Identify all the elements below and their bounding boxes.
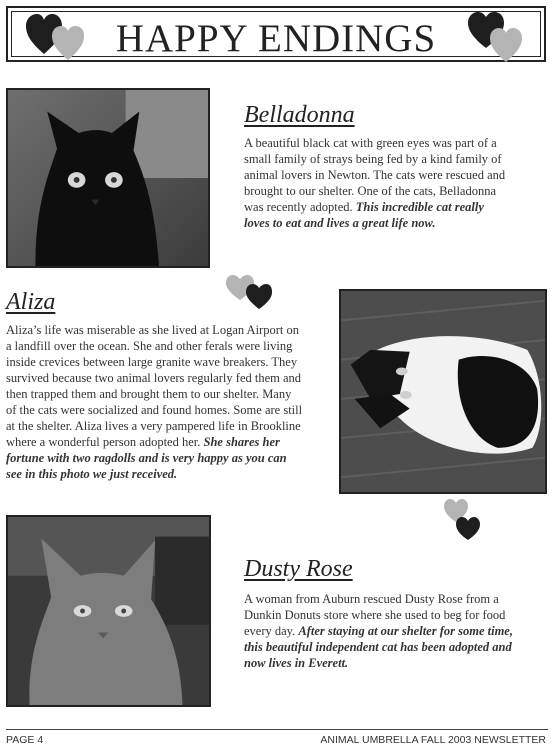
dusty-rose-photo [6, 515, 211, 707]
aliza-heading: Aliza [6, 289, 56, 315]
belladonna-heading: Belladonna [244, 102, 355, 128]
heart-pair-right [468, 10, 528, 64]
aliza-story [6, 322, 304, 482]
page-title: HAPPY ENDINGS [115, 17, 437, 60]
belladonna-photo [6, 88, 210, 268]
heart-icon [490, 28, 522, 62]
belladonna-story-emphasis: This incredible cat really loves to eat and lives a great life now. [244, 200, 484, 230]
belladonna-story [244, 135, 506, 231]
heart-pair-left [26, 12, 88, 62]
belladonna-story-text: A beautiful black cat with green eyes was part of a small family of strays being fed by a kind family of animal lovers in Newton. The cats were rescued and brought to our shelter. One of the cats, Belladonna was recently adopted. [244, 136, 506, 214]
footer-rule [6, 729, 548, 730]
dusty-rose-story-emphasis: After staying at our shelter for some time, this beautiful independent cat has been adopted and now lives in Everett. [244, 624, 513, 670]
aliza-story-emphasis: She shares her fortune with two ragdolls and is very happy as you can see in this photo we just received. [6, 435, 287, 481]
heart-pair-lower [444, 498, 482, 542]
heart-pair-middle [226, 274, 274, 310]
heart-icon [52, 26, 84, 60]
footer-page-number: PAGE 4 [6, 734, 44, 746]
aliza-photo [339, 289, 547, 494]
footer-newsletter-title: ANIMAL UMBRELLA FALL 2003 NEWSLETTER [320, 734, 546, 746]
dusty-rose-heading: Dusty Rose [244, 556, 353, 582]
heart-icon [246, 284, 272, 309]
aliza-story-text: Aliza’s life was miserable as she lived at Logan Airport on a landfill over the ocean. She and other ferals were living inside crevices between large granite wave breakers. They survived because two animal lovers regularly fed them and then trapped them and brought them to our shelter. Many of the cats were socialized and found homes. Some are still at the shelter. Aliza lives a very pampered life in Brookline where a wonderful person adopted her. [6, 323, 303, 449]
dusty-rose-story-text: A woman from Auburn rescued Dusty Rose from a Dunkin Donuts store where she used to beg for food every day. [244, 592, 506, 638]
dusty-rose-story [244, 591, 514, 671]
heart-icon [456, 517, 480, 540]
